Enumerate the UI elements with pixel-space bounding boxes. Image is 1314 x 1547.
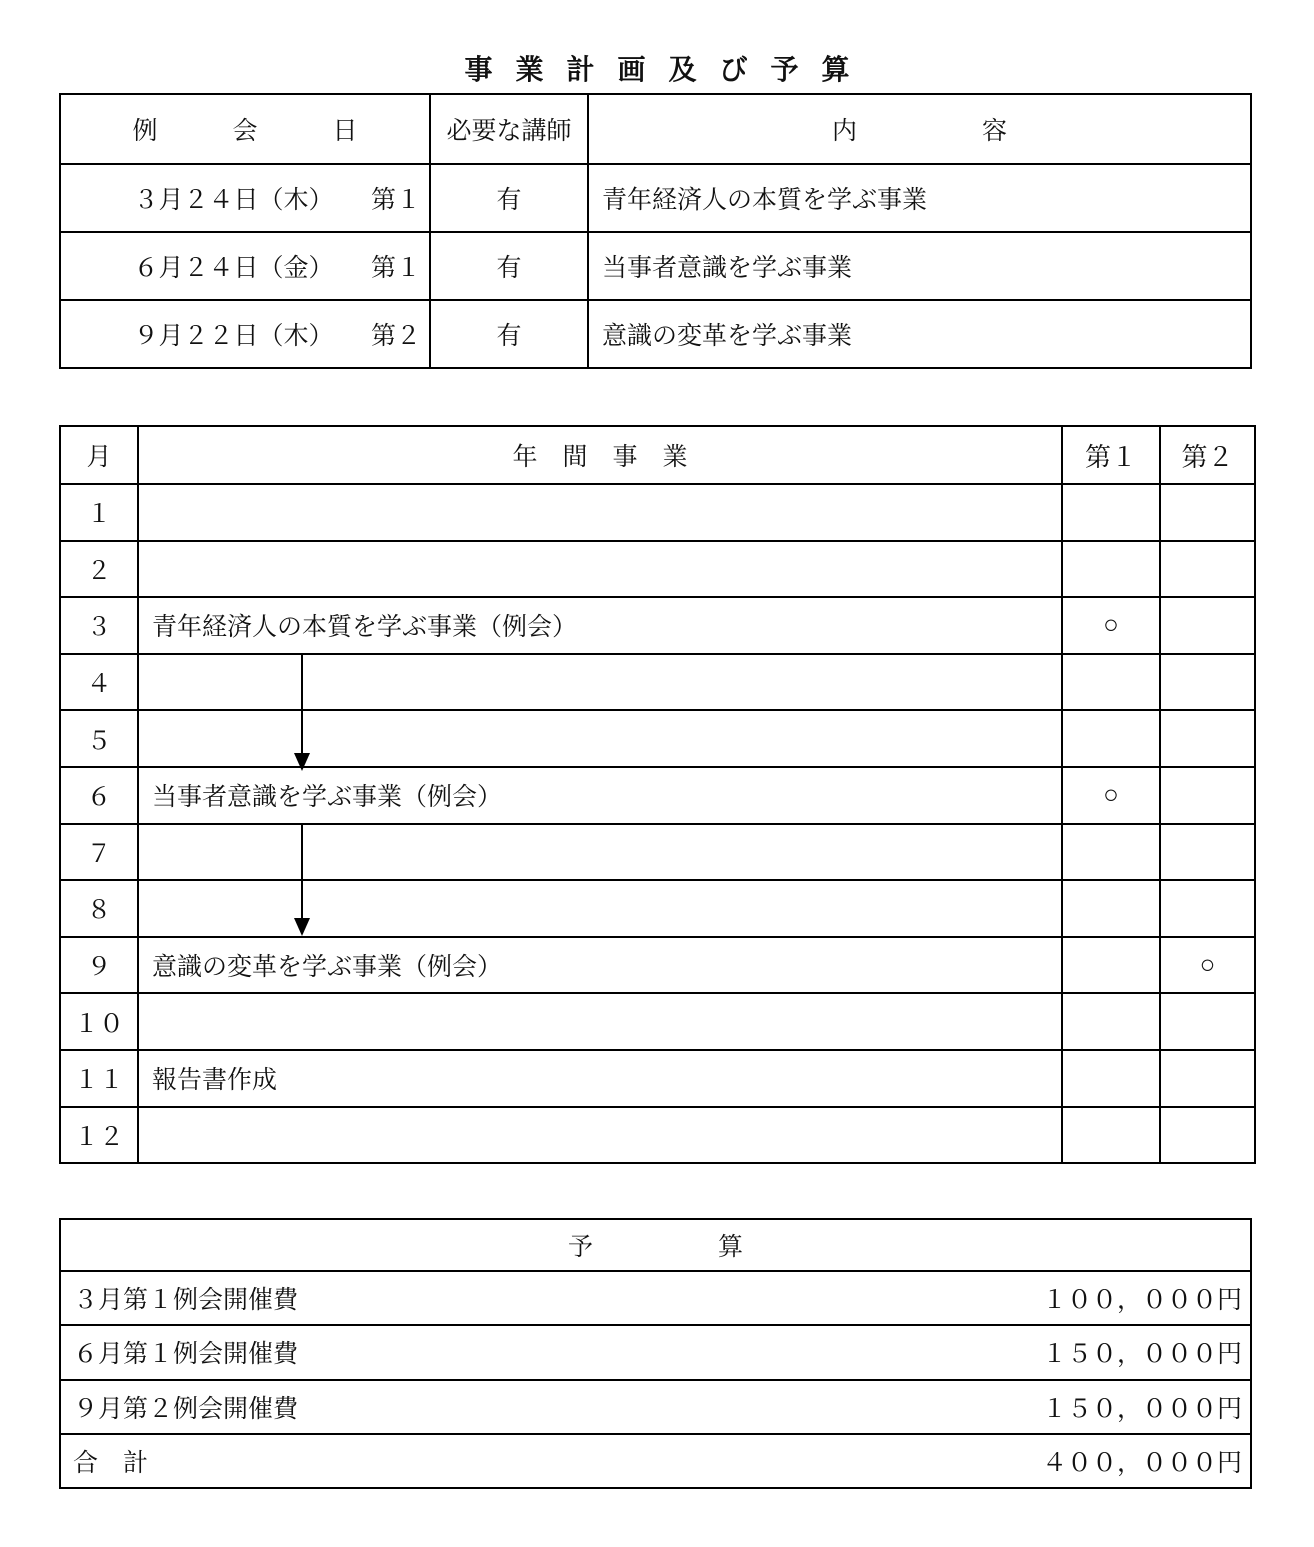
table-row: [60, 1107, 1255, 1164]
budget-item-amount: １５０，０００円: [1041, 1341, 1242, 1369]
budget-row-cell: [60, 1380, 1251, 1434]
dai2-mark-cell: [1160, 767, 1255, 824]
dai2-mark-cell: [1160, 880, 1255, 937]
business-cell: 青年経済人の本質を学ぶ事業（例会）: [138, 597, 1062, 654]
table-row: [60, 710, 1255, 767]
dai1-mark-cell: [1062, 710, 1160, 767]
flow-arrow-march-to-june: [293, 654, 311, 771]
arrow-head-icon: [294, 753, 310, 771]
dai1-mark-cell: [1062, 880, 1160, 937]
arrow-shaft: [301, 823, 303, 918]
dai2-mark-cell: [1160, 1050, 1255, 1107]
dai2-mark-cell: ○: [1160, 937, 1255, 994]
table-row: [60, 541, 1255, 598]
annual-plan-table: [59, 425, 1256, 1164]
business-cell: [138, 541, 1062, 598]
budget-header: 予 算: [60, 1219, 1251, 1271]
dai2-mark-cell: [1160, 541, 1255, 598]
arrow-head-icon: [294, 918, 310, 936]
table-row: [60, 484, 1255, 541]
business-cell: [138, 880, 1062, 937]
budget-table: [59, 1218, 1252, 1489]
business-cell: [138, 710, 1062, 767]
annual-header-business: 年 間 事 業: [138, 426, 1062, 484]
budget-header-row: [60, 1219, 1251, 1271]
table-row: [60, 880, 1255, 937]
business-cell: [138, 1107, 1062, 1164]
budget-row-cell: [60, 1271, 1251, 1325]
business-cell: [138, 824, 1062, 881]
schedule-header-date: 例 会 日: [60, 94, 430, 164]
annual-header-dai1: 第１: [1062, 426, 1160, 484]
table-row: [60, 1434, 1251, 1488]
dai1-mark-cell: [1062, 937, 1160, 994]
schedule-lecturer-cell: 有: [430, 164, 588, 232]
schedule-lecturer-cell: 有: [430, 232, 588, 300]
flow-arrow-june-to-september: [293, 823, 311, 936]
schedule-date-cell: ６月２４日（金） 第１: [60, 232, 430, 300]
business-cell: [138, 654, 1062, 711]
month-cell: ５: [60, 710, 138, 767]
month-cell: ８: [60, 880, 138, 937]
month-cell: １２: [60, 1107, 138, 1164]
dai1-mark-cell: [1062, 824, 1160, 881]
table-row: [60, 1050, 1255, 1107]
budget-item-amount: １５０，０００円: [1041, 1395, 1242, 1423]
budget-item-label: ９月第２例会開催費: [73, 1395, 299, 1423]
dai1-mark-cell: ○: [1062, 597, 1160, 654]
budget-row-cell: [60, 1325, 1251, 1379]
month-cell: ６: [60, 767, 138, 824]
table-row: [60, 232, 1251, 300]
month-cell: ２: [60, 541, 138, 598]
business-cell: [138, 993, 1062, 1050]
annual-header-month: 月: [60, 426, 138, 484]
budget-row-cell: [60, 1434, 1251, 1488]
dai1-mark-cell: [1062, 1050, 1160, 1107]
table-row: [60, 993, 1255, 1050]
business-cell: 意識の変革を学ぶ事業（例会）: [138, 937, 1062, 994]
schedule-content-cell: 当事者意識を学ぶ事業: [588, 232, 1251, 300]
budget-item-label: ３月第１例会開催費: [73, 1287, 299, 1315]
table-row: [60, 300, 1251, 368]
dai2-mark-cell: [1160, 824, 1255, 881]
month-cell: １０: [60, 993, 138, 1050]
table-row: [60, 1325, 1251, 1379]
schedule-lecturer-cell: 有: [430, 300, 588, 368]
table-row: [60, 597, 1255, 654]
budget-item-label: ６月第１例会開催費: [73, 1341, 299, 1369]
month-cell: １１: [60, 1050, 138, 1107]
budget-total-label: 合 計: [73, 1450, 149, 1478]
dai1-mark-cell: ○: [1062, 767, 1160, 824]
dai1-mark-cell: [1062, 484, 1160, 541]
page-title: 事業計画及び予算: [464, 55, 873, 86]
budget-item-amount: １００，０００円: [1041, 1287, 1242, 1315]
table-row: [60, 937, 1255, 994]
dai1-mark-cell: [1062, 541, 1160, 598]
table-row: [60, 824, 1255, 881]
table-row: [60, 654, 1255, 711]
month-cell: ４: [60, 654, 138, 711]
budget-total-amount: ４００，０００円: [1041, 1450, 1242, 1478]
dai2-mark-cell: [1160, 710, 1255, 767]
business-cell: [138, 484, 1062, 541]
dai1-mark-cell: [1062, 993, 1160, 1050]
schedule-header-content: 内 容: [588, 94, 1251, 164]
dai2-mark-cell: [1160, 654, 1255, 711]
table-row: [60, 164, 1251, 232]
month-cell: ３: [60, 597, 138, 654]
annual-header-dai2: 第２: [1160, 426, 1255, 484]
month-cell: １: [60, 484, 138, 541]
schedule-content-cell: 意識の変革を学ぶ事業: [588, 300, 1251, 368]
table-row: [60, 1271, 1251, 1325]
schedule-content-cell: 青年経済人の本質を学ぶ事業: [588, 164, 1251, 232]
dai1-mark-cell: [1062, 1107, 1160, 1164]
dai2-mark-cell: [1160, 993, 1255, 1050]
business-cell: 当事者意識を学ぶ事業（例会）: [138, 767, 1062, 824]
month-cell: ９: [60, 937, 138, 994]
table-row: [60, 1380, 1251, 1434]
schedule-date-cell: ３月２４日（木） 第１: [60, 164, 430, 232]
schedule-header-lecturer: 必要な講師: [430, 94, 588, 164]
dai2-mark-cell: [1160, 597, 1255, 654]
table-row: [60, 767, 1255, 824]
business-cell: 報告書作成: [138, 1050, 1062, 1107]
dai2-mark-cell: [1160, 484, 1255, 541]
arrow-shaft: [301, 654, 303, 753]
schedule-date-cell: ９月２２日（木） 第２: [60, 300, 430, 368]
dai1-mark-cell: [1062, 654, 1160, 711]
month-cell: ７: [60, 824, 138, 881]
schedule-table: [59, 93, 1252, 369]
dai2-mark-cell: [1160, 1107, 1255, 1164]
annual-header-row: [60, 426, 1255, 484]
schedule-header-row: [60, 94, 1251, 164]
